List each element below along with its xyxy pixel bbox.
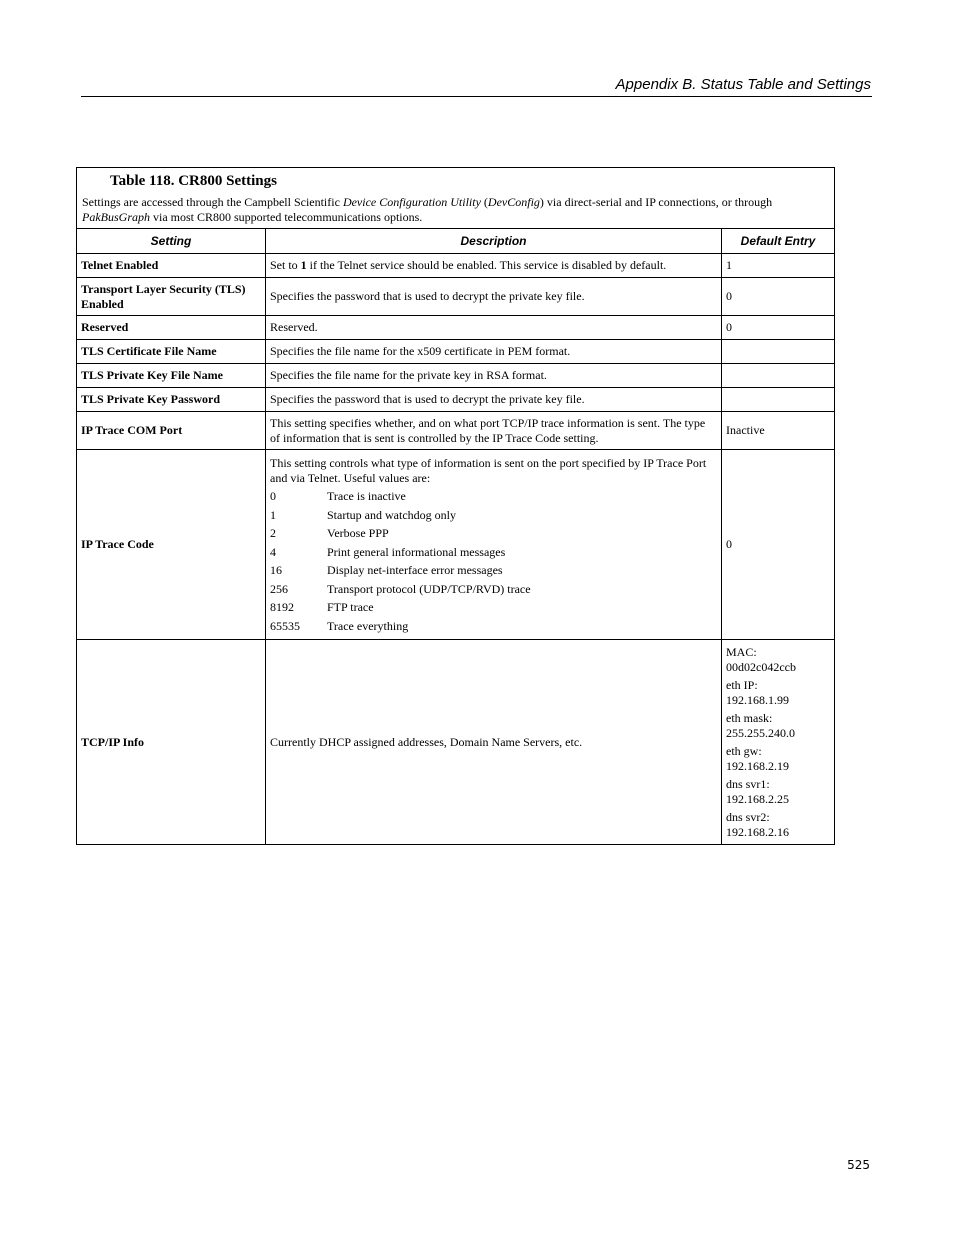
- setting-description: [266, 254, 722, 278]
- table-row: [77, 254, 835, 278]
- setting-default: [722, 340, 835, 364]
- network-entry: [726, 711, 830, 740]
- trace-code-item: [270, 489, 717, 504]
- table-caption: Table 118. CR800 Settings: [110, 173, 277, 189]
- setting-name: Transport Layer Security (TLS) Enabled: [77, 278, 266, 316]
- setting-description: Specifies the file name for the private key in RSA format.: [266, 364, 722, 388]
- setting-name: TLS Private Key File Name: [77, 364, 266, 388]
- settings-table: [76, 167, 835, 845]
- network-value: 255.255.240.0: [726, 725, 795, 740]
- running-header: Appendix B. Status Table and Settings: [615, 76, 871, 93]
- setting-name: Telnet Enabled: [77, 254, 266, 278]
- setting-name: TLS Private Key Password: [77, 388, 266, 412]
- description-bold: 1: [300, 258, 307, 273]
- trace-code-item: [270, 600, 717, 615]
- setting-description: Specifies the password that is used to decrypt the private key file.: [266, 388, 722, 412]
- table-intro: [82, 195, 829, 224]
- column-header-setting: Setting: [77, 229, 266, 254]
- intro-dcu: Device Configuration Utility: [342, 195, 481, 209]
- table-row: [77, 316, 835, 340]
- trace-code-value: 1: [270, 507, 276, 522]
- trace-code-value: 16: [270, 563, 282, 577]
- setting-description: Reserved.: [266, 316, 722, 340]
- trace-code-value: 2: [270, 526, 276, 540]
- setting-description: Currently DHCP assigned addresses, Domain Name Servers, etc.: [266, 640, 722, 845]
- network-label: eth mask:: [726, 711, 773, 725]
- intro-text: ) via direct-serial and IP connections, or through: [539, 195, 773, 209]
- table-caption-cell: [77, 168, 835, 229]
- table-row: [77, 640, 835, 845]
- trace-code-value: 4: [270, 544, 276, 559]
- setting-name: TCP/IP Info: [77, 640, 266, 845]
- trace-code-value: 65535: [270, 618, 300, 633]
- setting-description: This setting specifies whether, and on what port TCP/IP trace information is sent. The type of information that is sent is controlled by the IP Trace Code setting.: [266, 412, 722, 450]
- setting-description: [266, 450, 722, 640]
- network-value: 192.168.2.16: [726, 824, 789, 839]
- network-label: dns svr2:: [726, 810, 770, 824]
- setting-default: Inactive: [722, 412, 835, 450]
- intro-text: (: [480, 195, 488, 209]
- trace-code-item: [270, 508, 717, 523]
- setting-default: 0: [722, 316, 835, 340]
- intro-text: via most CR800 supported telecommunications options.: [150, 209, 423, 224]
- table-row: [77, 364, 835, 388]
- trace-code-meaning: Transport protocol (UDP/TCP/RVD) trace: [327, 581, 531, 596]
- network-entry: [726, 810, 830, 839]
- setting-name: Reserved: [77, 316, 266, 340]
- table-row: [77, 450, 835, 640]
- network-value: 192.168.1.99: [726, 692, 789, 707]
- setting-default: 1: [722, 254, 835, 278]
- setting-default: 0: [722, 278, 835, 316]
- header-rule: [81, 96, 872, 97]
- trace-code-item: [270, 563, 717, 578]
- network-value: 192.168.2.25: [726, 791, 789, 806]
- trace-code-meaning: Trace everything: [327, 618, 409, 633]
- trace-code-meaning: Trace is inactive: [327, 489, 406, 503]
- network-entry: [726, 744, 830, 773]
- network-entry: [726, 645, 830, 674]
- setting-name: IP Trace COM Port: [77, 412, 266, 450]
- intro-devconfig: DevConfig: [487, 195, 540, 209]
- table-row: [77, 278, 835, 316]
- trace-code-item: [270, 619, 717, 634]
- setting-default-list: [722, 640, 835, 845]
- setting-description: Specifies the password that is used to decrypt the private key file.: [266, 278, 722, 316]
- description-text: This setting controls what type of information is sent on the port specified by IP Trace Port and via Telnet. Useful values are:: [270, 456, 707, 485]
- setting-name: IP Trace Code: [77, 450, 266, 640]
- trace-code-meaning: Startup and watchdog only: [327, 507, 456, 522]
- page-number: 525: [847, 1158, 870, 1172]
- trace-code-meaning: Verbose PPP: [327, 526, 389, 540]
- network-label: MAC:: [726, 645, 757, 659]
- intro-text: Settings are accessed through the Campbell Scientific: [82, 195, 343, 209]
- setting-default: [722, 364, 835, 388]
- column-header-default: Default Entry: [722, 229, 835, 254]
- trace-code-value: 256: [270, 581, 288, 596]
- setting-default: [722, 388, 835, 412]
- network-entry: [726, 678, 830, 707]
- network-label: eth IP:: [726, 678, 758, 692]
- trace-code-meaning: FTP trace: [327, 600, 374, 614]
- description-text: if the Telnet service should be enabled. This service is disabled by default.: [306, 258, 667, 273]
- table-row: [77, 412, 835, 450]
- network-entry: [726, 777, 830, 806]
- column-header-description: Description: [266, 229, 722, 254]
- network-value: 192.168.2.19: [726, 758, 789, 773]
- table-row: [77, 388, 835, 412]
- trace-code-item: [270, 526, 717, 541]
- setting-default: 0: [722, 450, 835, 640]
- intro-pakbusgraph: PakBusGraph: [82, 209, 150, 224]
- trace-code-value: 0: [270, 489, 276, 503]
- network-label: dns svr1:: [726, 777, 770, 791]
- network-label: eth gw:: [726, 744, 762, 758]
- table-row: [77, 340, 835, 364]
- trace-code-item: [270, 545, 717, 560]
- setting-description: Specifies the file name for the x509 certificate in PEM format.: [266, 340, 722, 364]
- trace-code-meaning: Display net-interface error messages: [327, 563, 503, 577]
- trace-code-meaning: Print general informational messages: [327, 544, 506, 559]
- trace-code-value: 8192: [270, 600, 294, 614]
- network-value: 00d02c042ccb: [726, 659, 796, 674]
- trace-code-item: [270, 582, 717, 597]
- setting-name: TLS Certificate File Name: [77, 340, 266, 364]
- description-text: Set to: [270, 258, 301, 273]
- table-header-row: [77, 229, 835, 254]
